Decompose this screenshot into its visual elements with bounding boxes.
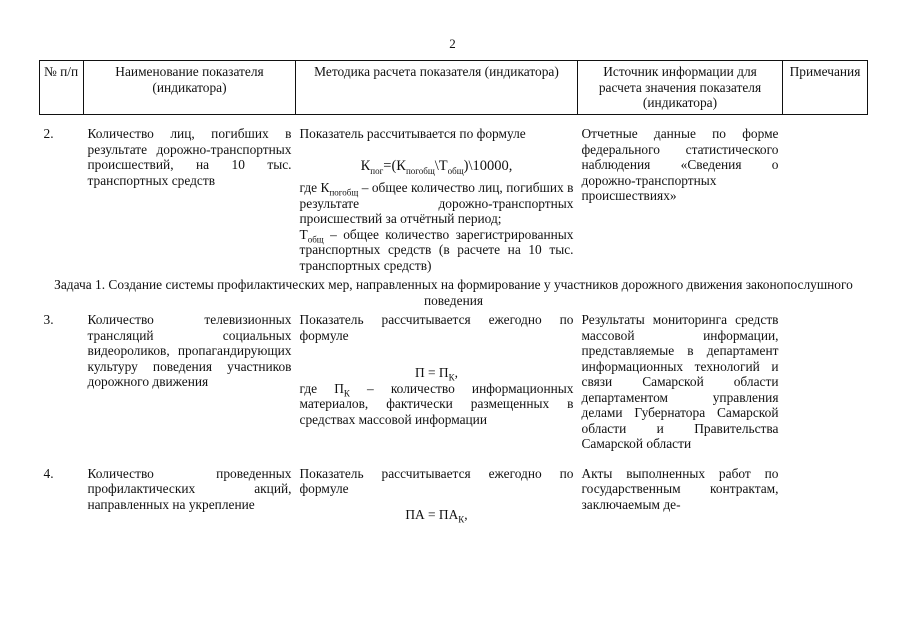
row-number: 4. — [43, 465, 54, 481]
source-cell: Акты выполненных работ по государственным контрактам, заключаемым де- — [581, 465, 779, 512]
notes-cell — [783, 310, 868, 454]
table-row — [40, 124, 868, 275]
table-header-row — [40, 61, 868, 115]
formula: ПА = $ПА_К$, — [405, 506, 468, 525]
formula-legend-1: где $П_К$ – количество информационных материалов, фактически размещенных в средствах массовой информации — [299, 380, 574, 427]
method-intro: Показатель рассчитывается ежегодно по формуле — [299, 465, 574, 496]
method-cell — [296, 124, 578, 275]
indicator-name: Количество лиц, погибших в результате дорожно-транспортных происшествий, на 10 тыс. транспортных средств — [87, 126, 292, 188]
notes-cell — [783, 464, 868, 525]
header-notes: Примечания — [783, 61, 868, 115]
header-number: № п/п — [40, 61, 84, 115]
source-cell: Результаты мониторинга средств массовой информации, представляемые в департамент информационных технологий и связи Самарской области департаментом управления делами Губернатора Самарской области и Правительства Самарской области — [581, 312, 779, 451]
indicators-table — [39, 60, 868, 524]
indicator-name: Количество проведенных профилактических акций, направленных на укрепление — [87, 465, 292, 512]
header-indicator-name: Наименование показателя (индикатора) — [84, 61, 296, 115]
row-number: 3. — [43, 312, 54, 327]
table-row — [40, 310, 868, 454]
source-cell: Отчетные данные по форме федерального статистического наблюдения «Сведения о дорожно-транспортных происшествиях» — [581, 126, 779, 203]
header-method: Методика расчета показателя (индикатора) — [296, 61, 578, 115]
indicator-name: Количество телевизионных трансляций социальных видеороликов, пропагандирующих культуру поведения участников дорожного движения — [87, 312, 292, 389]
formula: $П = П_К$, — [415, 365, 458, 383]
formula: $К_{пог}=(К_{погобщ}\backslash Т_{общ})\backslash 10000$, — [360, 157, 513, 176]
page-number: 2 — [449, 36, 456, 51]
method-intro: Показатель рассчитывается ежегодно по формуле — [299, 312, 574, 343]
notes-cell — [783, 124, 868, 275]
table-row — [40, 464, 868, 525]
formula-legend-1: где $К_{погобщ}$ – общее количество лиц, погибших в результате дорожно-транспортных происшествий за отчётный период; — [299, 180, 574, 226]
method-cell — [296, 464, 578, 525]
header-source: Источник информации для расчета значения показателя (индикатора) — [578, 61, 783, 115]
method-cell — [296, 310, 578, 454]
task-heading: Задача 1. Создание системы профилактических мер, направленных на формирование у участников дорожного движения законопослушного поведения — [54, 277, 853, 308]
task-heading-row — [40, 275, 868, 310]
row-number: 2. — [43, 126, 54, 141]
method-intro: Показатель рассчитывается по формуле — [299, 126, 526, 141]
formula-legend-2: $Т_{общ}$ – общее количество зарегистрированных транспортных средств (в расчете на 10 тыс. транспортных средств) — [299, 226, 574, 273]
